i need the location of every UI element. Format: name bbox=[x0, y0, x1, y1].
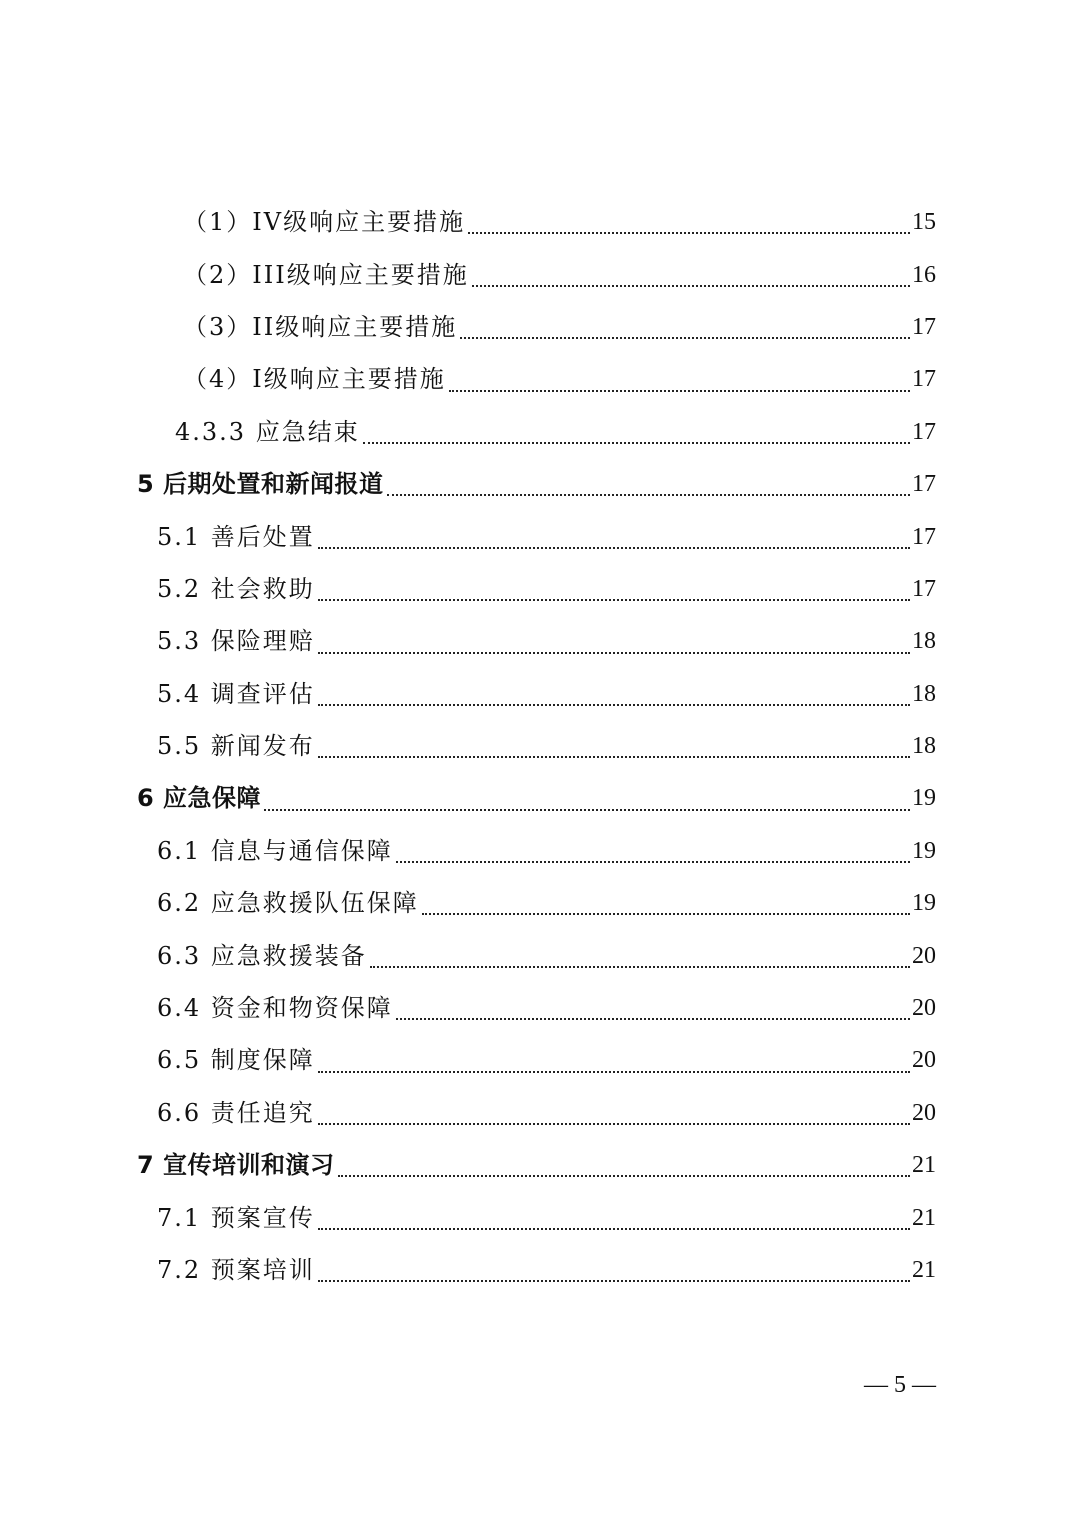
toc-leader-dots bbox=[422, 913, 910, 915]
toc-entry[interactable] bbox=[0, 248, 1074, 300]
toc-entry-label: 7 宣传培训和演习 bbox=[137, 1151, 335, 1180]
toc-entry[interactable] bbox=[0, 301, 1074, 353]
toc-leader-dots bbox=[318, 1228, 910, 1230]
toc-entry-label: 6.4 资金和物资保障 bbox=[157, 994, 393, 1023]
page-number-footer: — 5 — bbox=[864, 1372, 936, 1398]
toc-entry-label: 6.6 责任追究 bbox=[157, 1098, 315, 1127]
toc-entry[interactable] bbox=[0, 982, 1074, 1034]
toc-entry[interactable] bbox=[0, 1087, 1074, 1139]
table-of-contents bbox=[0, 196, 1074, 1296]
toc-entry-label: 6.3 应急救援装备 bbox=[157, 941, 367, 970]
toc-entry[interactable] bbox=[0, 615, 1074, 667]
toc-leader-dots bbox=[370, 966, 910, 968]
toc-leader-dots bbox=[318, 1123, 910, 1125]
toc-page-number: 18 bbox=[912, 733, 936, 760]
toc-leader-dots bbox=[318, 547, 910, 549]
toc-leader-dots bbox=[387, 494, 910, 496]
toc-entry-label: 5.2 社会救助 bbox=[157, 574, 315, 603]
toc-leader-dots bbox=[396, 861, 910, 863]
toc-leader-dots bbox=[264, 809, 910, 811]
toc-entry[interactable] bbox=[0, 1191, 1074, 1243]
toc-entry-label: 5.3 保险理赔 bbox=[157, 627, 315, 656]
toc-chapter-entry[interactable] bbox=[0, 772, 1074, 824]
toc-entry-label: 5.1 善后处置 bbox=[157, 522, 315, 551]
toc-leader-dots bbox=[363, 442, 910, 444]
toc-page-number: 19 bbox=[912, 890, 936, 917]
toc-leader-dots bbox=[318, 599, 910, 601]
toc-entry[interactable] bbox=[0, 563, 1074, 615]
toc-page-number: 17 bbox=[912, 575, 936, 602]
toc-page-number: 17 bbox=[912, 313, 936, 340]
toc-page-number: 17 bbox=[912, 523, 936, 550]
toc-page-number: 17 bbox=[912, 418, 936, 445]
toc-page-number: 18 bbox=[912, 628, 936, 655]
toc-entry-label: 5.5 新闻发布 bbox=[157, 732, 315, 761]
toc-entry-label: （1）IV级响应主要措施 bbox=[183, 208, 466, 237]
toc-entry-label: 6.5 制度保障 bbox=[157, 1046, 315, 1075]
toc-leader-dots bbox=[318, 1071, 910, 1073]
toc-entry-label: （2）III级响应主要措施 bbox=[183, 260, 469, 289]
toc-entry[interactable] bbox=[0, 1244, 1074, 1296]
toc-entry-label: 6 应急保障 bbox=[137, 784, 262, 813]
toc-page-number: 18 bbox=[912, 680, 936, 707]
toc-entry-label: 7.2 预案培训 bbox=[157, 1256, 315, 1284]
toc-page-number: 20 bbox=[912, 1099, 936, 1126]
toc-entry[interactable] bbox=[0, 406, 1074, 458]
toc-page-number: 20 bbox=[912, 942, 936, 969]
toc-entry-label: （3）II级响应主要措施 bbox=[183, 312, 458, 341]
toc-entry-label: 5.4 调查评估 bbox=[157, 679, 315, 708]
toc-entry-label: 7.1 预案宣传 bbox=[157, 1203, 315, 1232]
toc-leader-dots bbox=[338, 1175, 910, 1177]
toc-entry-label: 6.2 应急救援队伍保障 bbox=[157, 889, 419, 918]
toc-leader-dots bbox=[468, 232, 910, 234]
toc-leader-dots bbox=[449, 390, 910, 392]
toc-chapter-entry[interactable] bbox=[0, 458, 1074, 510]
toc-chapter-entry[interactable] bbox=[0, 1139, 1074, 1191]
toc-entry[interactable] bbox=[0, 877, 1074, 929]
toc-page-number: 16 bbox=[912, 261, 936, 288]
toc-entry[interactable] bbox=[0, 668, 1074, 720]
toc-entry[interactable] bbox=[0, 825, 1074, 877]
toc-leader-dots bbox=[318, 756, 910, 758]
toc-page-number: 20 bbox=[912, 1047, 936, 1074]
toc-entry[interactable] bbox=[0, 929, 1074, 981]
toc-page-number: 19 bbox=[912, 837, 936, 864]
toc-leader-dots bbox=[318, 652, 910, 654]
toc-page-number: 20 bbox=[912, 995, 936, 1022]
toc-page-number: 21 bbox=[912, 1257, 936, 1283]
toc-leader-dots bbox=[396, 1018, 910, 1020]
toc-entry-label: 4.3.3 应急结束 bbox=[175, 417, 360, 446]
toc-entry[interactable] bbox=[0, 196, 1074, 248]
toc-entry[interactable] bbox=[0, 510, 1074, 562]
toc-page-number: 21 bbox=[912, 1152, 936, 1179]
toc-leader-dots bbox=[318, 704, 910, 706]
toc-leader-dots bbox=[460, 337, 910, 339]
toc-entry[interactable] bbox=[0, 1034, 1074, 1086]
toc-page-number: 17 bbox=[912, 471, 936, 498]
toc-page-number: 19 bbox=[912, 785, 936, 812]
toc-entry[interactable] bbox=[0, 353, 1074, 405]
toc-page-number: 15 bbox=[912, 209, 936, 236]
toc-entry-label: 6.1 信息与通信保障 bbox=[157, 836, 393, 865]
toc-leader-dots bbox=[472, 285, 910, 287]
toc-entry-label: （4）I级响应主要措施 bbox=[183, 365, 446, 394]
toc-entry-label: 5 后期处置和新闻报道 bbox=[137, 470, 384, 499]
toc-page-number: 17 bbox=[912, 366, 936, 393]
toc-page-number: 21 bbox=[912, 1204, 936, 1231]
toc-entry[interactable] bbox=[0, 720, 1074, 772]
toc-leader-dots bbox=[318, 1280, 910, 1282]
